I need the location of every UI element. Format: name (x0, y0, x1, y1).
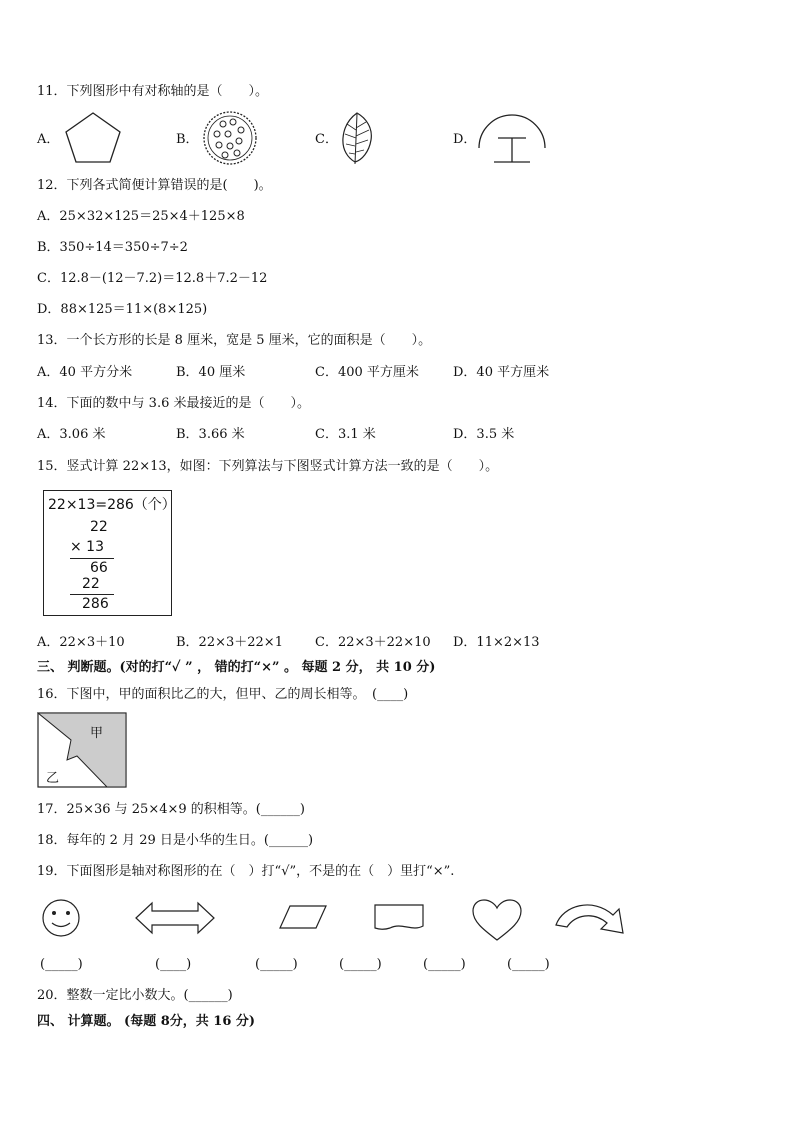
q12-stem: 12．下列各式简便计算错误的是( )。 (37, 178, 272, 193)
q19-blank-5[interactable]: (_____) (423, 957, 466, 972)
q13-option-d: D．40 平方厘米 (453, 365, 550, 380)
q12-option-d: D．88×125＝11×(8×125) (37, 302, 208, 317)
label-jia: 甲 (90, 726, 104, 741)
q17-stem: 17．25×36 与 25×4×9 的积相等。(______) (37, 802, 305, 817)
q11-stem: 11．下列图形中有对称轴的是（ ）。 (37, 84, 269, 99)
q19-blank-4[interactable]: (_____) (339, 957, 382, 972)
q19-blank-6[interactable]: (_____) (507, 957, 550, 972)
q11-option-b-label: B． (176, 132, 199, 147)
double-arrow-icon (134, 900, 216, 936)
q19-blank-1[interactable]: (_____) (40, 957, 83, 972)
calc-partial-1: 66 (90, 560, 108, 576)
q13-option-b: B．40 厘米 (176, 365, 246, 380)
label-yi: 乙 (46, 771, 60, 786)
calc-title: 22×13=286（个） (48, 497, 176, 513)
smiley-icon (40, 898, 82, 938)
section-4-heading: 四、 计算题。 (每题 8分，共 16 分) (37, 1014, 256, 1029)
q11-option-d-label: D． (453, 132, 477, 147)
heart-icon (470, 898, 524, 942)
calc-partial-2: 22 (82, 576, 100, 592)
arch-icon (476, 108, 548, 168)
q15-option-a: A．22×3＋10 (37, 635, 125, 650)
flag-shape-icon (372, 902, 426, 932)
q14-option-b: B．3.66 米 (176, 427, 245, 442)
calc-multiplier: × 13 (70, 539, 104, 555)
q11-option-a-label: A． (37, 132, 60, 147)
q13-option-a: A．40 平方分米 (37, 365, 133, 380)
q15-stem: 15．竖式计算 22×13，如图：下列算法与下图竖式计算方法一致的是（ ）。 (37, 459, 499, 474)
section-3-heading: 三、 判断题。(对的打“✓ ” ， 错的打“×” 。 每题 2 分， 共 10 分) (37, 660, 436, 675)
parallelogram-icon (278, 904, 328, 930)
q15-option-c: C．22×3＋22×10 (315, 635, 431, 650)
q11-option-c-label: C． (315, 132, 338, 147)
q12-option-a: A．25×32×125＝25×4＋125×8 (37, 209, 245, 224)
cookie-icon (201, 110, 259, 166)
vertical-calculation-box (43, 490, 176, 616)
q13-stem: 13．一个长方形的长是 8 厘米，宽是 5 厘米，它的面积是（ ）。 (37, 333, 432, 348)
calc-rule-1 (70, 558, 114, 559)
q14-option-d: D．3.5 米 (453, 427, 515, 442)
q14-stem: 14．下面的数中与 3.6 米最接近的是（ ）。 (37, 396, 310, 411)
q19-blank-3[interactable]: (_____) (255, 957, 298, 972)
calc-multiplicand: 22 (90, 519, 108, 535)
curved-arrow-icon (553, 895, 631, 939)
q16-stem: 16．下图中，甲的面积比乙的大，但甲、乙的周长相等。 (____) (37, 687, 409, 702)
q19-stem: 19．下面图形是轴对称图形的在（ ）打“√”，不是的在（ ）里打“×”. (37, 864, 455, 879)
calc-result: 286 (82, 596, 109, 612)
q14-option-c: C．3.1 米 (315, 427, 376, 442)
q15-option-b: B．22×3＋22×1 (176, 635, 283, 650)
q15-option-d: D．11×2×13 (453, 635, 540, 650)
q18-stem: 18．每年的 2 月 29 日是小华的生日。(______) (37, 833, 314, 848)
q13-option-c: C．400 平方厘米 (315, 365, 419, 380)
q19-blank-2[interactable]: (____) (155, 957, 192, 972)
q12-option-c: C．12.8－(12－7.2)＝12.8＋7.2－12 (37, 271, 268, 286)
q14-option-a: A．3.06 米 (37, 427, 106, 442)
leaf-icon (338, 110, 376, 166)
pentagon-icon (62, 110, 124, 166)
q12-option-b: B．350÷14＝350÷7÷2 (37, 240, 188, 255)
calc-rule-2 (70, 594, 114, 595)
q20-stem: 20．整数一定比小数大。(______) (37, 988, 233, 1003)
